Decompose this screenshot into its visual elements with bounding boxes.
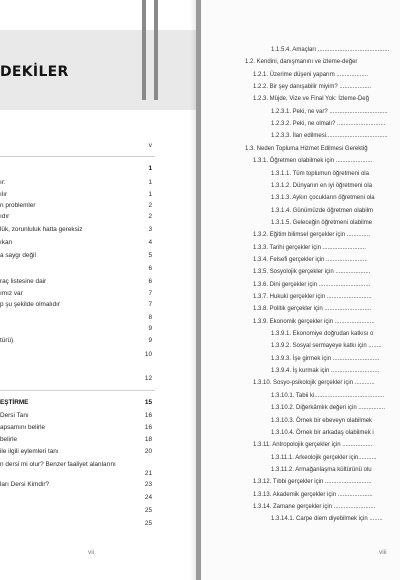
toc-entry: 1.3.11.2. Armağanlaşma kültürünü olu	[271, 466, 372, 473]
toc-entry-page: 24	[144, 494, 152, 501]
toc-entry-title: lük, zorunluluk hatta gereksiz	[0, 226, 83, 233]
toc-entry	[0, 312, 152, 323]
toc-entry-page: 10	[144, 351, 152, 358]
toc-entry	[0, 505, 152, 516]
toc-entry: 1.3.12. Tıbbi gerçekler için ............................	[253, 479, 372, 486]
toc-entry	[0, 299, 152, 310]
toc-entry: 1.3.14. Zamane gerçekler için .........................	[253, 503, 376, 510]
toc-entry: 1.3.9. Ekonomik gerçekler için ........................	[253, 318, 375, 325]
toc-entry: 1.3.6. Dini gerçekler için ...............................	[253, 281, 371, 288]
toc-entry	[0, 211, 152, 222]
right-page	[201, 0, 400, 580]
toc-entry-title: n problemler	[0, 202, 36, 209]
toc-entry	[0, 200, 152, 211]
toc-entry-page: 2	[148, 213, 152, 220]
toc-entry-page: 20	[144, 448, 152, 455]
toc-entry: 1.3.4. Felsefi gerçekler için .........................	[253, 256, 368, 263]
left-page	[0, 0, 196, 580]
toc-entry-title: ılır	[0, 191, 8, 198]
toc-entry-page: 7	[148, 290, 152, 297]
toc-entry	[0, 410, 152, 421]
toc-entry	[0, 422, 152, 433]
toc-entry-title: ile ilgili eylemleri tanı	[0, 448, 59, 455]
toc-entry: 1.1.5.4. Amaçları ...........................................	[271, 47, 390, 53]
toc-entry: 1.3.3. Tarihi gerçekler için ..........................	[253, 244, 366, 251]
toc-entry-page: 3	[148, 226, 152, 233]
toc-entry	[0, 288, 152, 299]
toc-entry: 1.2.1. Üzerime düşeni yaparım ...................	[253, 71, 369, 78]
toc-entry: 1.3.11.1. Arkeolojik gerçekler için...........	[271, 454, 377, 461]
toc-entry-page: 21	[144, 470, 152, 477]
toc-entry-title: ıkan	[0, 239, 13, 246]
toc-entry	[0, 237, 152, 248]
toc-entry-page: 16	[144, 424, 152, 431]
toc-entry-page: v	[148, 142, 152, 149]
toc-entry: 1.2.3.2. Peki, ne olmalı? .............................	[271, 121, 386, 128]
toc-entry-page: 1	[148, 191, 152, 198]
toc-entry	[0, 492, 152, 503]
toc-entry	[0, 323, 152, 334]
toc-entry: 1.3.10.1. Tabii ki..........................................	[271, 392, 385, 399]
toc-entry	[0, 224, 152, 235]
toc-entry: 1.3.1.3. Aykırı çocukların öğretmeni ola	[271, 195, 375, 202]
toc-entry-title: n dersi mi olur? Benzer faaliyet alanlarını	[0, 461, 116, 468]
toc-entry: 1.3.10.2. Diğerkâmlık değeri için ................	[271, 405, 386, 412]
toc-entry: 1.3.9.1. Ekonomiye doğrudan katkısı o	[271, 331, 374, 338]
toc-entry-page: 1	[148, 179, 152, 186]
toc-entry: 1.3.10. Sosyo-psikolojik gerçekler için ............	[253, 380, 375, 387]
toc-entry-page: 15	[144, 399, 152, 406]
bookmark-ribbon	[142, 0, 146, 100]
toc-entry: 1.3.1. Öğretmen olabilmek için ......................	[253, 158, 373, 165]
toc-entry-title: ır:	[0, 179, 6, 186]
toc-entry: 1.3.5. Sosyolojik gerçekler için .....................	[253, 269, 371, 276]
toc-entry	[0, 276, 152, 287]
toc-entry-page: 23	[144, 481, 152, 488]
toc-entry	[0, 397, 152, 408]
toc-entry	[0, 518, 152, 529]
toc-entry: 1.3. Neden Topluma Hizmet Edilmesi Gerektiğ	[245, 145, 368, 152]
toc-entry: 1.2.3. Müjde, Vize ve Final Yok: İzleme-Değ	[253, 96, 369, 103]
toc-entry-title: raç listesine dair	[0, 278, 47, 285]
toc-entry-page: 6	[148, 278, 152, 285]
toc-entry	[0, 263, 152, 274]
toc-entry: 1.3.10.4. Örnek bir arkadaş olabilmek i	[271, 429, 374, 436]
toc-entry-page: 18	[144, 436, 152, 443]
toc-entry: 1.2.3.1. Peki, ne var? ...................................	[271, 108, 388, 115]
toc-entry-page: 9	[148, 325, 152, 332]
page-title: DEKİLER	[0, 64, 69, 80]
toc-entry-page: 9	[148, 337, 152, 344]
toc-entry-page: 6	[148, 265, 152, 272]
toc-entry	[0, 349, 152, 360]
toc-entry	[0, 177, 152, 188]
toc-entry-title: apsamını belirle	[0, 424, 46, 431]
toc-entry-page: 4	[148, 239, 152, 246]
toc-entry: 1.3.1.5. Geleceğin öğretmeni olabilme	[271, 219, 373, 226]
toc-entry	[0, 434, 152, 445]
toc-entry: 1.3.14.1. Carpe diem diyebilmek için ........	[271, 516, 383, 523]
toc-entry-title: a saygı değil	[0, 252, 36, 259]
toc-entry: 1.3.1.1. Tüm toplumun öğretmeni ola	[271, 170, 369, 177]
toc-entry	[0, 446, 152, 457]
toc-entry-page: 1	[148, 165, 152, 172]
toc-entry-title: ları Dersi Kimdir?	[0, 481, 50, 488]
divider	[0, 156, 155, 157]
toc-entry-page: 12	[144, 375, 152, 382]
toc-entry	[0, 189, 152, 200]
bookmark-ribbon	[154, 0, 158, 100]
toc-entry: 1.3.9.2. Sosyal sermayeye katkı için ........	[271, 343, 382, 350]
toc-entry-page: 25	[144, 520, 152, 527]
toc-entry-page: 7	[148, 301, 152, 308]
toc-entry: 1.3.9.4. İş kurmak için .............................	[271, 368, 380, 375]
divider	[0, 390, 155, 391]
toc-entry	[0, 140, 152, 151]
toc-entry: 1.3.9.3. İşe girmek için ............................	[271, 355, 380, 362]
page-number: vii	[88, 549, 95, 556]
page-gutter-shadow	[190, 0, 196, 580]
toc-entry: 1.3.8. Politik gerçekler için ............................	[253, 306, 372, 313]
toc-entry: 1.3.7. Hukuki gerçekler için ...........................	[253, 294, 372, 300]
toc-entry-page: 5	[148, 252, 152, 259]
toc-entry: 1.3.11. Antropolojik gerçekler için ..................	[253, 442, 373, 449]
toc-entry	[0, 468, 152, 479]
toc-entry	[0, 373, 152, 384]
toc-entry-title: p şu şekilde olmalıdır	[0, 301, 61, 308]
toc-entry: 1.3.10.3. Örnek bir ebeveyn olabilmek	[271, 417, 373, 424]
toc-entry: 1.2.2. Bir şey danışabilir miyim? ...................	[253, 84, 372, 91]
toc-entry-title: EŞTİRME	[0, 399, 29, 406]
toc-entry: 1.3.1.4. Günümüzde öğretmen olabilm	[271, 207, 374, 214]
toc-entry: 1.3.2. Eğitim bilimsel gerçekler için ..............	[253, 232, 371, 239]
toc-entry-page: 8	[148, 314, 152, 321]
toc-entry	[0, 335, 152, 346]
toc-entry-title: Dersi Tanı	[0, 412, 29, 419]
toc-entry-title: ıdır	[0, 213, 10, 220]
toc-entry-page: 2	[148, 202, 152, 209]
toc-entry-title: belirle	[0, 436, 18, 443]
toc-entry: 1.2.3.3. İlan edilmesi.....................................	[271, 133, 388, 140]
toc-entry-title: ımız var	[0, 290, 23, 297]
page-number: viii	[379, 549, 387, 556]
toc-entry: 1.3.1.2. Dünyanın en iyi öğretmeni ola	[271, 182, 373, 189]
toc-entry	[0, 163, 152, 174]
toc-entry: 1.2. Kendini, danışmanını ve izleme-değer	[245, 59, 358, 66]
toc-entry: 1.3.13. Akademik gerçekler için .....................	[253, 491, 373, 498]
toc-entry-title: türü)	[0, 337, 14, 344]
toc-entry	[0, 250, 152, 261]
toc-entry-page: 16	[144, 412, 152, 419]
toc-entry-page: 25	[144, 507, 152, 514]
toc-entry	[0, 479, 152, 490]
